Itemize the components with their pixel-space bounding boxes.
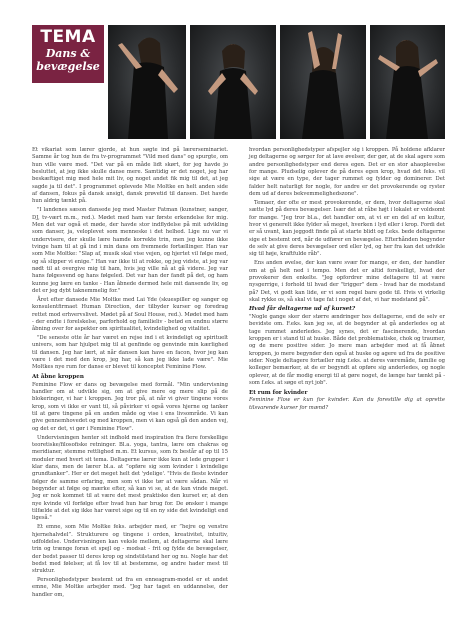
paragraph: Et emne, som Mie Moltke feks. arbejder med, er ”hejre og venstre hjernehalvdel”. Strukturere og tingene i orden, kreativitet, intuitiv, udfoldelse. Undervisningen kan veksle mellem, at deltagerne skal lære trin og trænge foran et spejl og - modsat - frit og fylde de bevægelser, der bedst passer til deres krop og sindstilstand her og nu. Nogle har det bedst med følelser, at få lov til at bestemme, og andre hader mest til struktur. <box>32 524 228 575</box>
dancer-photo-icon <box>280 25 366 139</box>
paragraph: "Nogle gange sker der større ændringer hos deltagerne, end de selv er bevidste om. F.eks. kan jeg se, at de begynder at gå anderledes og at tage rummet anderledes. Jeg synes, det er fascinerende, hvordan kroppen er i stand til at huske. Både det problematiske, chok og traumer, og de mere positive sider. Jo mere man arbejder med at få åbnet kroppen, jo mere begynder den også at huske og agere ud fra de positive sider. Nogle deltagere fortæller mig f.eks. at deres væremåde, familie og kolleger bemærker, at de er begyndt at opføre sig anderledes, og nogle oplever, at de får modig energi til at gøre noget, de længe har tænkt på - som f.eks. at søge et nyt job". <box>249 314 445 387</box>
dancer-photo-4 <box>370 25 445 139</box>
dancer-photo-1 <box>108 25 186 139</box>
paragraph: "I landenes sæson dansede jeg med Master Fatman (kunstner, sanger, DJ, tv-vært m.m., red.). Mødet med ham var første erkendelse for mig. Men det var også et møde, der havde stor indflydelse på mit udvikling som danser, ja, veloplevet som menneske i det helhed. Lige nu var vi undervisere, der skulle lære hamde korrekte trin, men jeg kunne ikke tvinge ham til at gå ind i min dans om fremmede fortællinger. Han var som Mie Moltke: ”Slap af, musik skal vise vejen, og hjertet vil følge med, og så slipper vi enige.” Han var ikke til at rokke, og jeg vidste, at jeg var nødt til at overgive mig til ham, hvis jeg ville nå at gå videre. Jeg var hans følgesvend og hans følgeled. Det var han der fandt på det, og ham kunne jeg lære en tanke - Han åbnede dermed hele mit dansende liv, og det er jeg dybt taknemmelig for." <box>32 207 228 295</box>
paragraph: "De seneste otte år har været en rejse ind i et kvindeligt og spirituelt univers, som har hjulpet mig til at genfinde og genvinde min kærlighed til dansen. Jeg har lært, at når dansen kan have en facon, hvor jeg kan være i det med den krop, jeg har, så kan jeg ikke lade være". Mie Moltkes nye rum for danse er blevet til konceptet Feminine Flow. <box>32 335 228 371</box>
dancer-photo-icon <box>108 25 186 139</box>
paragraph: Temaer, der ofte er mest provokerende, er dem, hvor deltagerne skal sætte lyd på deres bevægelser. Især det at råbe højt i lokalet er voldsomt for mange. "Jeg tror bl.a., det handler om, at vi er en del af en kultur, hvor vi generelt ikke fylder så meget, hverken i lyd eller i krop. Fordi det er så uvant, kan jeggodt finde på at starte blidt og f.eks. bede deltagerne sige et bestemt ord, når de udfører en bevægelse. Efterhånden begynder de selv at give deres bevægelser ord eller lyd, og her fra kan det udvikle sig til høje, kraftfulde råb". <box>249 199 445 258</box>
paragraph: Ens anden øvelse, der kan være svær for mange, er den, der handler om at gå helt ned i tempo. Men det er altid forskelligt, hvad der provokerer den enkelte. "Jeg opfordrer mine deltagere til at være nysgerrige, i forhold til hvad der "trigger" dem - hvad har de modstand på? Det, vi godt kan lide, er vi som regel bare gode til. Hvis vi virkelig skal rykke os, så skal vi tage fat i noget af det, vi har modstand på". <box>249 260 445 303</box>
paragraph: Undervisningen henter sit indhold med inspiration fra flere forskellige teoretiske/filosofiske retninger. Bl.a. yoga, tantra, lære om chakras og meridianer, stemme rettlighed m.m. Et kursus, som fx består af op til 15 moduler med hvert sit tema. Deltagerne lærer ikke kun at lede grupper i klar dans, men de lærer bl.a. at ”opføre sig som kvinder i kvindelige grundtanker”. Her er det meget helt det 'ydelige'. "Hvis de fleste kvinder følger de samme erfaring, men som vi ikke tør at være sådan. Når vi begynder at følge og mærke efter, så kan vi se, at de kan vinde meget. Jeg er nok kommet til at være det mest praktiske den kurset er, at den nye kvinde vil forfølge efter hvad hun har brug for. De ønsker i mange tilfælde at det sig ikke har været sige og til en ny side det kvindeligt end ligeså." <box>32 434 228 522</box>
paragraph: Året efter dansede Mie Moltke med Lai Yde (skuespiller og sanger og konsulentfirmaet Human Direction, der tilbyder kurser og foredrag rettet mod erhvervslivet. Mødet på af Soul House, red.). Mødet med ham - der endte i forelskelse, parforhold og familieliv - betød en endnu større åbning over for aspekter om spiritualitet, kvindelighed og vitalitet. <box>32 296 228 333</box>
dancer-photo-icon <box>190 25 276 139</box>
badge-subtitle: Dans & bevægelse <box>36 47 100 73</box>
paragraph: Personlighedstyper bestemt ud fra en enneagram-model er et andet emne, Mie Moltke arbejder med. "Jeg har taget en uddannelse, der handler om, <box>32 577 228 598</box>
badge-title: TEMA <box>40 27 96 47</box>
paragraph: Et vikariat som lærer gjorde, at hun søgte ind på lærerseminariet. Samme år tog hun de fra tv-programmet "Vild med dans" og spurgte, om hun ville være med. "Det var på en måde lidt skørt, for jeg havde jo besluttet, at jeg ikke skulle danse mere. Samtidig er det noget, jeg har beskæftiget mig med hele mit liv, og noget andet fik mig til det, at jeg sagde ja til det". I programmet oplevede Mie Moltke en helt anden side af dansen, fokus på dansk ansigt, dansk prøvetid til dansen. Det havde hun aldrig tænkt på. <box>32 147 228 205</box>
question-heading: Hvad får deltagerne ud af kurset? <box>249 306 356 313</box>
dancer-photo-2 <box>190 25 276 139</box>
dancer-photo-3 <box>280 25 366 139</box>
theme-badge <box>32 25 104 83</box>
article-left-column <box>32 147 228 601</box>
question-paragraph: Feminine Flow er kun for kvinder. Kan du forestille dig at oprette tilsvarende kurser for mænd? <box>249 397 445 411</box>
section-heading: Et rum for kvinder <box>249 389 308 396</box>
paragraph: Feminine Flow er dans og bevægelse med formål. "Min undervisning handler om at udvikle sig, om at give mere og mere slip på de blokeringer, vi har i kroppen. Jeg tror på, at når vi giver tingene vores krop, som vi ikke er vant til, så påvirker vi også vores hjerne og tanker til at gøre tingene på en anden måde og vise i ens livsområde. Vi kan give gennemhovedet og med kroppen, men vi kan også gå den anden vej, og det er det, vi gør i Feminine Flow". <box>32 381 228 432</box>
section-heading: At åbne kroppen <box>32 373 84 380</box>
paragraph: hvordan personlighedstyper afspejler sig i kroppen. På holdene afklarer jeg deltagerne og sørger for at lave øvelser, der gør, at de skal agere som andre personlighedstyper end deres egen. Det er en stor ahaoplevelse for mange. Pludselig oplever de på deres egen krop, hvad det feks. vil sige at være en type, der tager rummet og fylder og dominerer. Det falder helt naturligt for nogle, for andre er det provokerende og ryster dem ud af deres bekvemmelighedszone". <box>249 147 445 198</box>
dancer-photo-icon <box>370 25 445 139</box>
article-right-column <box>249 147 445 414</box>
